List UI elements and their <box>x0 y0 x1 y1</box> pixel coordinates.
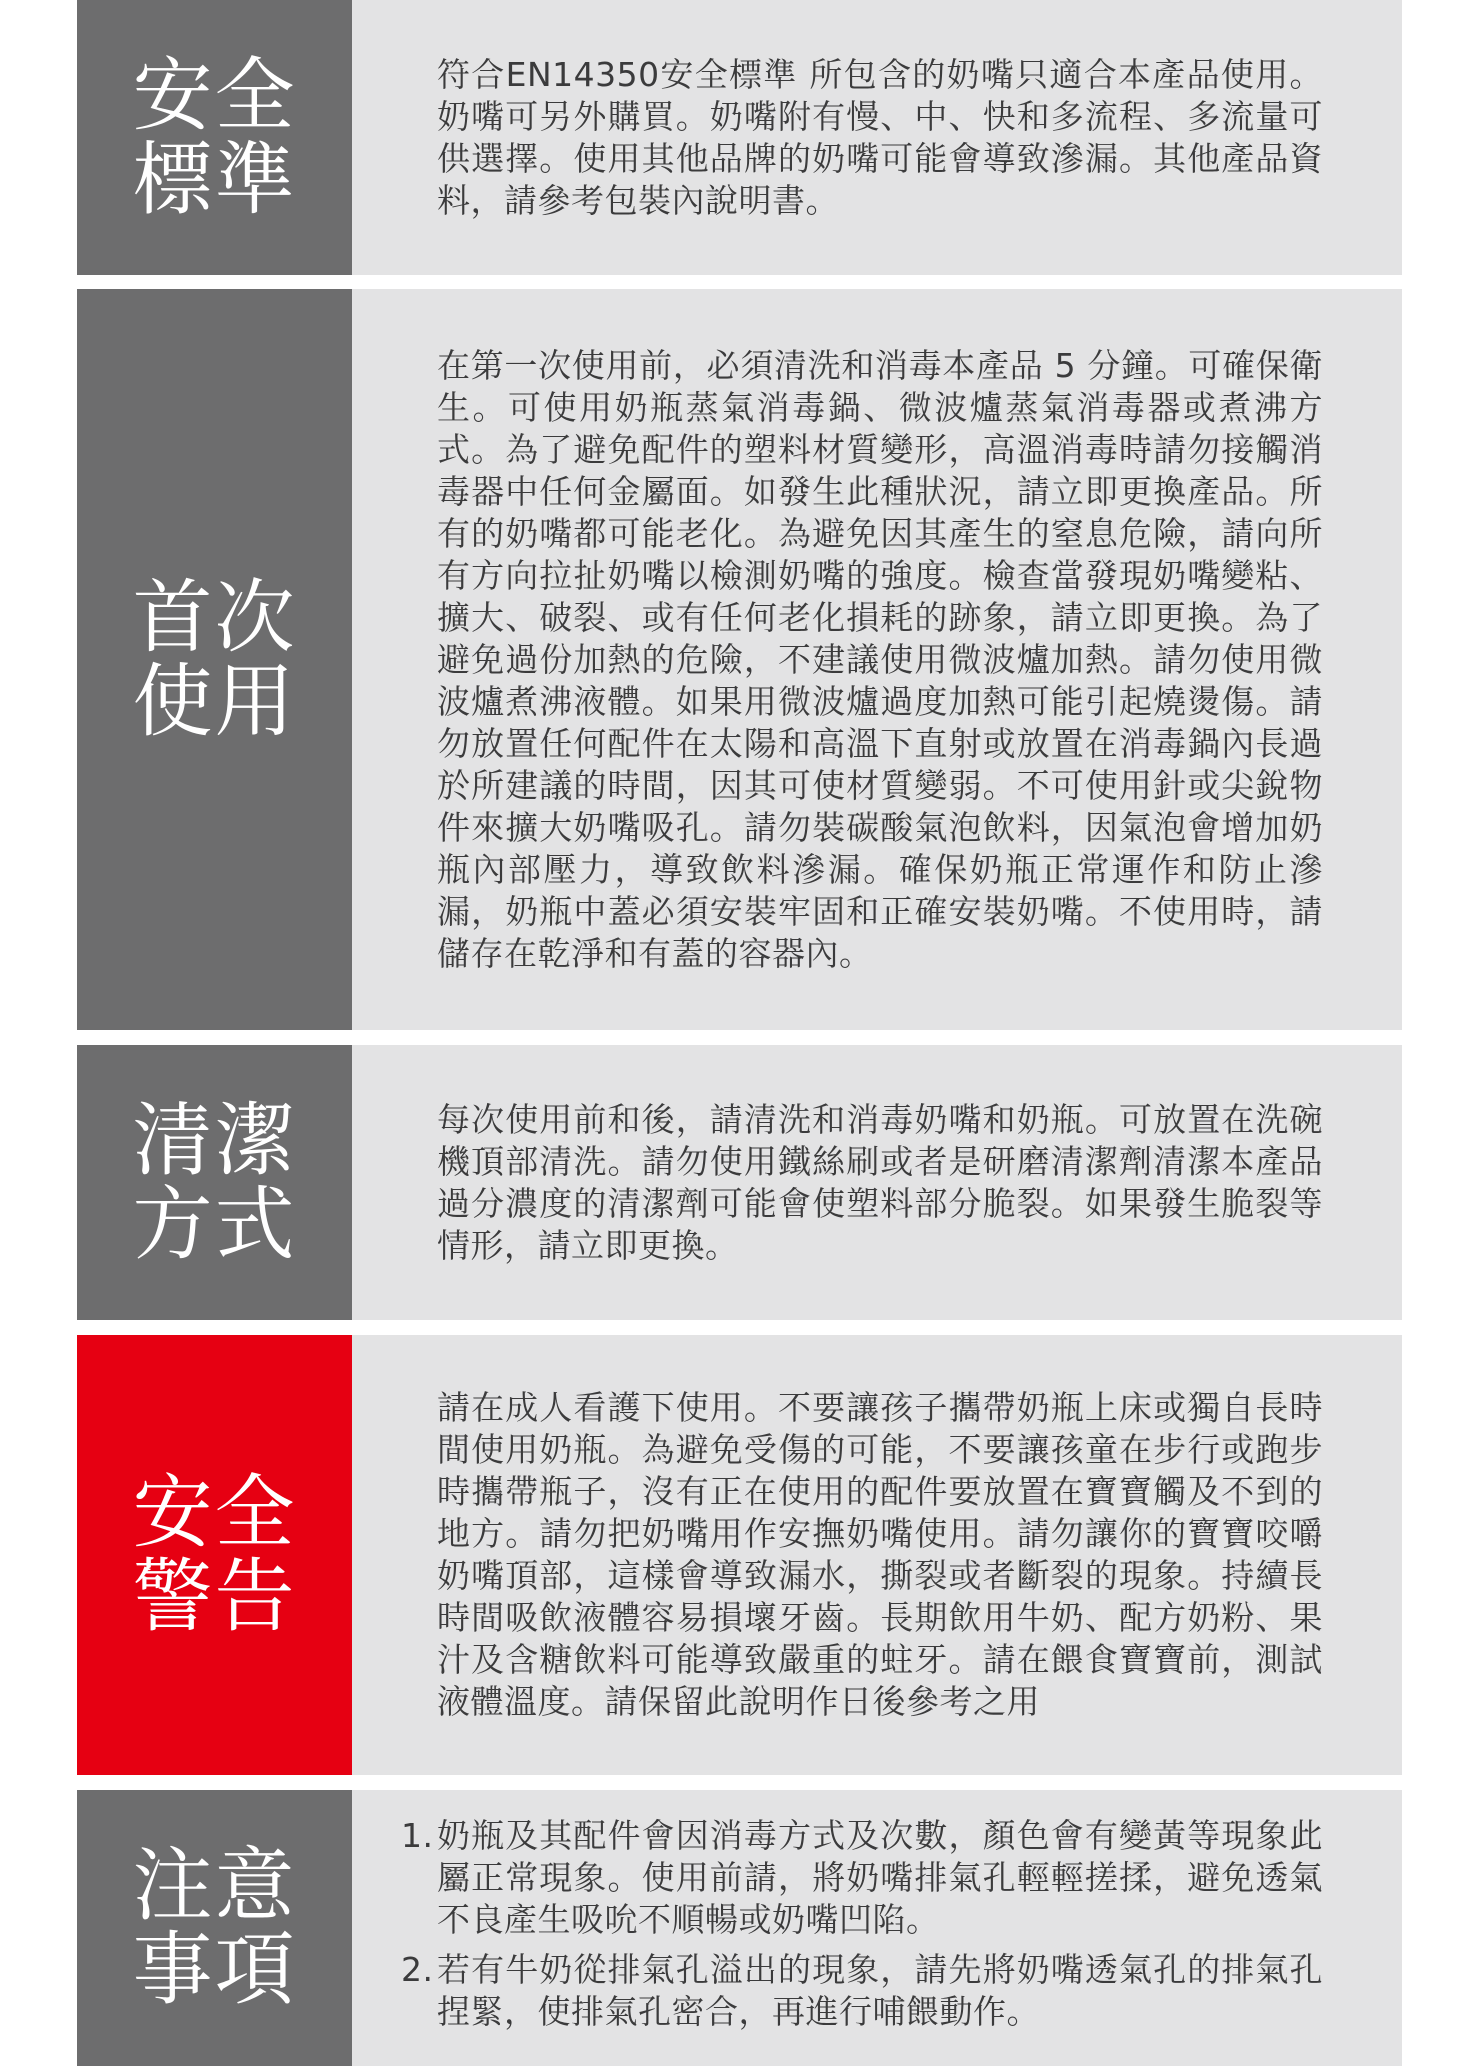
section-body <box>352 0 1402 275</box>
section-safety-warning <box>77 1335 1402 1775</box>
section-safety-standard <box>77 0 1402 275</box>
section-body <box>352 1045 1402 1320</box>
section-body <box>352 1790 1402 2066</box>
section-label-text: 首次使用 <box>132 570 297 748</box>
section-label-text: 安全標準 <box>132 48 297 226</box>
section-label <box>77 1335 352 1775</box>
section-label <box>77 289 352 1030</box>
note-text: 若有牛奶從排氣孔溢出的現象，請先將奶嘴透氣孔的排氣孔捏緊，使排氣孔密合，再進行哺餵動作。 <box>437 1950 1323 2031</box>
section-notes <box>77 1790 1402 2066</box>
notes-list <box>401 1815 1323 2041</box>
section-label <box>77 0 352 275</box>
section-body <box>352 1335 1402 1775</box>
section-label-text: 清潔方式 <box>132 1093 297 1271</box>
section-label-text: 安全警告 <box>132 1466 297 1643</box>
note-text: 奶瓶及其配件會因消毒方式及次數，顏色會有變黃等現象此屬正常現象。使用前請，將奶嘴排氣孔輕輕搓揉，避免透氣不良產生吸吮不順暢或奶嘴凹陷。 <box>437 1816 1323 1939</box>
note-item <box>401 1949 1323 2033</box>
note-number: 1. <box>401 1816 434 1855</box>
section-paragraph: 請在成人看護下使用。不要讓孩子攜帶奶瓶上床或獨自長時間使用奶瓶。為避免受傷的可能，不要讓孩童在步行或跑步時攜帶瓶子，沒有正在使用的配件要放置在寶寶觸及不到的地方。請勿把奶嘴用作安撫奶嘴使用。請勿讓你的寶寶咬嚼奶嘴頂部，這樣會導致漏水，撕裂或者斷裂的現象。持續長時間吸飲液體容易損壞牙齒。長期飲用牛奶、配方奶粉、果汁及含糖飲料可能導致嚴重的蛀牙。請在餵食寶寶前，測試液體溫度。請保留此說明作日後參考之用 <box>437 1388 1323 1721</box>
section-body <box>352 289 1402 1030</box>
section-label <box>77 1045 352 1320</box>
note-item <box>401 1815 1323 1941</box>
section-label-text: 注意事項 <box>132 1839 297 2016</box>
section-paragraph: 每次使用前和後，請清洗和消毒奶嘴和奶瓶。可放置在洗碗機頂部清洗。請勿使用鐵絲刷或者是研磨清潔劑清潔本產品過分濃度的清潔劑可能會使塑料部分脆裂。如果發生脆裂等情形，請立即更換。 <box>437 1099 1323 1265</box>
section-cleaning <box>77 1045 1402 1320</box>
section-label <box>77 1790 352 2066</box>
note-number: 2. <box>401 1950 434 1989</box>
section-first-use <box>77 289 1402 1030</box>
section-paragraph: 在第一次使用前，必須清洗和消毒本產品 5 分鐘。可確保衛生。可使用奶瓶蒸氣消毒鍋、微波爐蒸氣消毒器或煮沸方式。為了避免配件的塑料材質變形，高溫消毒時請勿接觸消毒器中任何金屬面。如發生此種狀況，請立即更換產品。所有的奶嘴都可能老化。為避免因其產生的窒息危險，請向所有方向拉扯奶嘴以檢測奶嘴的強度。檢查當發現奶嘴變粘、擴大、破裂、或有任何老化損耗的跡象，請立即更換。為了避免過份加熱的危險，不建議使用微波爐加熱。請勿使用微波爐煮沸液體。如果用微波爐過度加熱可能引起燒燙傷。請勿放置任何配件在太陽和高溫下直射或放置在消毒鍋內長過於所建議的時間，因其可使材質變弱。不可使用針或尖銳物件來擴大奶嘴吸孔。請勿裝碳酸氣泡飲料，因氣泡會增加奶瓶內部壓力，導致飲料滲漏。確保奶瓶正常運作和防止滲漏，奶瓶中蓋必須安裝牢固和正確安裝奶嘴。不使用時，請儲存在乾淨和有蓋的容器內。 <box>437 345 1323 973</box>
section-paragraph: 符合EN14350安全標準 所包含的奶嘴只適合本產品使用。奶嘴可另外購買。奶嘴附有慢、中、快和多流程、多流量可供選擇。使用其他品牌的奶嘴可能會導致滲漏。其他產品資料，請參考包裝內說明書。 <box>437 54 1323 220</box>
